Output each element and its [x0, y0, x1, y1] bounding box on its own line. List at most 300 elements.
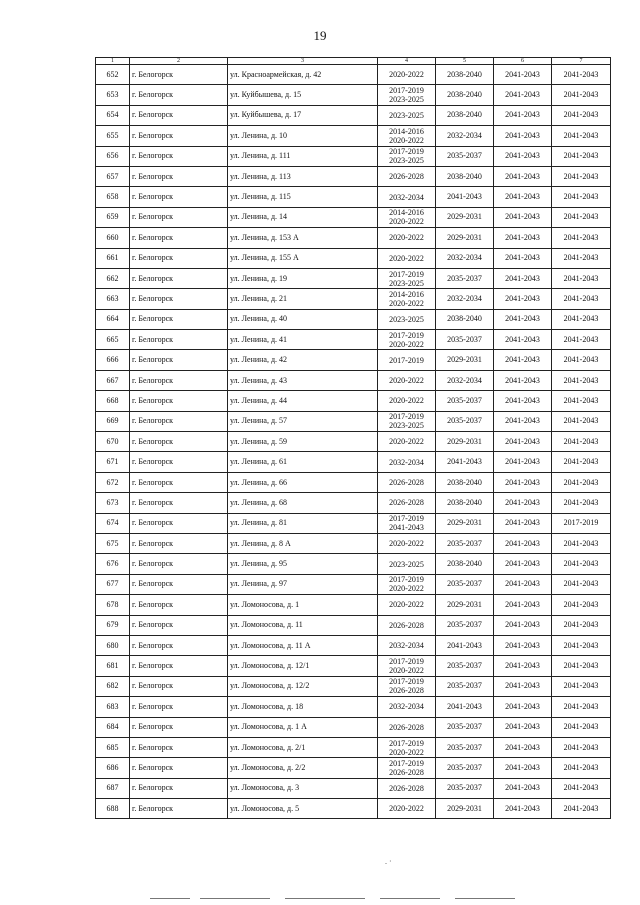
city-cell: г. Белогорск — [130, 778, 228, 798]
period-value: 2026-2028 — [389, 783, 424, 793]
column-index: 6 — [494, 58, 552, 65]
address-cell: ул. Ленина, д. 44 — [228, 391, 378, 411]
period-cell: 2038-2040 — [436, 493, 494, 513]
period-cell: 2038-2040 — [436, 309, 494, 329]
city-cell: г. Белогорск — [130, 493, 228, 513]
city-cell: г. Белогорск — [130, 574, 228, 594]
row-number-cell: 654 — [96, 105, 130, 125]
period-value: 2014-2016 — [389, 289, 424, 299]
period-cell: 2035-2037 — [436, 737, 494, 757]
address-cell: ул. Ленина, д. 113 — [228, 166, 378, 186]
footer-divider — [285, 898, 365, 899]
table-row — [96, 309, 611, 329]
period-cell: 2041-2043 — [494, 574, 552, 594]
address-cell: ул. Ломоносова, д. 3 — [228, 778, 378, 798]
period-cell: 2041-2043 — [494, 309, 552, 329]
address-cell: ул. Ленина, д. 95 — [228, 554, 378, 574]
period-cell — [378, 737, 436, 757]
row-number-cell: 662 — [96, 268, 130, 288]
period-cell: 2041-2043 — [436, 697, 494, 717]
period-cell: 2038-2040 — [436, 85, 494, 105]
period-cell: 2041-2043 — [494, 615, 552, 635]
period-cell: 2029-2031 — [436, 799, 494, 819]
row-number-cell: 666 — [96, 350, 130, 370]
table-row — [96, 513, 611, 533]
address-cell: ул. Ленина, д. 61 — [228, 452, 378, 472]
table-row — [96, 207, 611, 227]
city-cell: г. Белогорск — [130, 656, 228, 676]
period-value: 2017-2019 — [389, 355, 424, 365]
table-row — [96, 126, 611, 146]
period-cell: 2032-2034 — [436, 248, 494, 268]
period-cell: 2041-2043 — [552, 228, 611, 248]
city-cell: г. Белогорск — [130, 187, 228, 207]
table-row — [96, 268, 611, 288]
period-cell: 2029-2031 — [436, 595, 494, 615]
row-number-cell: 674 — [96, 513, 130, 533]
period-cell: 2041-2043 — [552, 126, 611, 146]
address-cell: ул. Куйбышева, д. 15 — [228, 85, 378, 105]
period-cell — [378, 105, 436, 125]
period-cell: 2041-2043 — [494, 330, 552, 350]
period-cell: 2041-2043 — [552, 207, 611, 227]
period-cell: 2041-2043 — [552, 309, 611, 329]
row-number-cell: 668 — [96, 391, 130, 411]
period-cell: 2041-2043 — [494, 493, 552, 513]
row-number-cell: 676 — [96, 554, 130, 574]
table-row — [96, 105, 611, 125]
period-cell: 2035-2037 — [436, 656, 494, 676]
period-cell: 2041-2043 — [552, 85, 611, 105]
period-value: 2017-2019 — [389, 657, 424, 667]
period-cell: 2041-2043 — [494, 85, 552, 105]
period-cell: 2035-2037 — [436, 391, 494, 411]
period-cell: 2041-2043 — [494, 432, 552, 452]
period-cell: 2041-2043 — [494, 533, 552, 553]
table-row — [96, 778, 611, 798]
address-cell: ул. Ленина, д. 59 — [228, 432, 378, 452]
period-cell: 2041-2043 — [552, 799, 611, 819]
city-cell: г. Белогорск — [130, 452, 228, 472]
period-value: 2017-2019 — [389, 575, 424, 585]
period-cell: 2041-2043 — [552, 737, 611, 757]
period-value: 2026-2028 — [389, 172, 424, 182]
period-cell: 2041-2043 — [494, 350, 552, 370]
period-cell: 2041-2043 — [494, 799, 552, 819]
period-cell: 2041-2043 — [494, 166, 552, 186]
period-cell — [378, 635, 436, 655]
period-cell — [378, 370, 436, 390]
city-cell: г. Белогорск — [130, 166, 228, 186]
period-cell — [378, 493, 436, 513]
period-cell: 2041-2043 — [494, 635, 552, 655]
period-value: 2023-2025 — [389, 559, 424, 569]
table-row — [96, 472, 611, 492]
period-cell: 2035-2037 — [436, 330, 494, 350]
period-value: 2017-2019 — [389, 269, 424, 279]
period-cell: 2041-2043 — [494, 717, 552, 737]
row-number-cell: 665 — [96, 330, 130, 350]
table-row — [96, 697, 611, 717]
address-cell: ул. Ленина, д. 68 — [228, 493, 378, 513]
period-cell: 2041-2043 — [494, 268, 552, 288]
city-cell: г. Белогорск — [130, 126, 228, 146]
row-number-cell: 680 — [96, 635, 130, 655]
period-cell: 2041-2043 — [552, 595, 611, 615]
period-cell: 2041-2043 — [436, 452, 494, 472]
period-value: 2020-2022 — [389, 437, 424, 447]
city-cell: г. Белогорск — [130, 432, 228, 452]
row-number-cell: 653 — [96, 85, 130, 105]
city-cell: г. Белогорск — [130, 554, 228, 574]
row-number-cell: 675 — [96, 533, 130, 553]
address-cell: ул. Ленина, д. 115 — [228, 187, 378, 207]
period-cell: 2041-2043 — [552, 166, 611, 186]
period-value: 2032-2034 — [389, 641, 424, 651]
city-cell: г. Белогорск — [130, 228, 228, 248]
city-cell: г. Белогорск — [130, 146, 228, 166]
period-cell — [378, 452, 436, 472]
address-cell: ул. Ломоносова, д. 2/2 — [228, 758, 378, 778]
period-cell: 2041-2043 — [494, 472, 552, 492]
period-cell: 2032-2034 — [436, 126, 494, 146]
row-number-cell: 681 — [96, 656, 130, 676]
city-cell: г. Белогорск — [130, 330, 228, 350]
column-index: 2 — [130, 58, 228, 65]
period-cell — [378, 615, 436, 635]
period-value: 2017-2019 — [389, 412, 424, 422]
period-cell: 2041-2043 — [494, 452, 552, 472]
row-number-cell: 656 — [96, 146, 130, 166]
period-cell: 2035-2037 — [436, 717, 494, 737]
period-cell: 2041-2043 — [552, 717, 611, 737]
period-cell: 2041-2043 — [494, 737, 552, 757]
table-row — [96, 411, 611, 431]
period-cell: 2041-2043 — [494, 676, 552, 696]
row-number-cell: 683 — [96, 697, 130, 717]
city-cell: г. Белогорск — [130, 105, 228, 125]
period-cell — [378, 758, 436, 778]
period-cell: 2041-2043 — [552, 105, 611, 125]
period-value: 2020-2022 — [389, 600, 424, 610]
period-cell — [378, 697, 436, 717]
period-cell — [378, 289, 436, 309]
period-value: 2026-2028 — [389, 498, 424, 508]
city-cell: г. Белогорск — [130, 533, 228, 553]
address-cell: ул. Ломоносова, д. 11 А — [228, 635, 378, 655]
period-value: 2020-2022 — [389, 233, 424, 243]
period-cell: 2041-2043 — [494, 554, 552, 574]
table-row — [96, 228, 611, 248]
address-cell: ул. Красноармейская, д. 42 — [228, 65, 378, 85]
period-cell: 2041-2043 — [552, 411, 611, 431]
period-cell — [378, 350, 436, 370]
period-value: 2023-2025 — [389, 95, 424, 105]
period-cell: 2041-2043 — [552, 554, 611, 574]
period-value: 2020-2022 — [389, 747, 424, 757]
address-cell: ул. Ломоносова, д. 11 — [228, 615, 378, 635]
row-number-cell: 684 — [96, 717, 130, 737]
column-index: 5 — [436, 58, 494, 65]
period-cell — [378, 432, 436, 452]
table-row — [96, 452, 611, 472]
city-cell: г. Белогорск — [130, 717, 228, 737]
period-cell: 2041-2043 — [552, 268, 611, 288]
row-number-cell: 682 — [96, 676, 130, 696]
period-cell — [378, 268, 436, 288]
row-number-cell: 657 — [96, 166, 130, 186]
table-row — [96, 432, 611, 452]
address-cell: ул. Ленина, д. 10 — [228, 126, 378, 146]
table-row — [96, 289, 611, 309]
period-cell: 2041-2043 — [494, 778, 552, 798]
period-value: 2014-2016 — [389, 126, 424, 136]
period-cell — [378, 533, 436, 553]
period-cell: 2041-2043 — [494, 656, 552, 676]
period-cell: 2041-2043 — [494, 391, 552, 411]
period-cell — [378, 187, 436, 207]
period-cell: 2029-2031 — [436, 228, 494, 248]
table-row — [96, 656, 611, 676]
address-cell: ул. Ломоносова, д. 12/1 — [228, 656, 378, 676]
city-cell: г. Белогорск — [130, 737, 228, 757]
column-index: 4 — [378, 58, 436, 65]
period-cell — [378, 595, 436, 615]
city-cell: г. Белогорск — [130, 676, 228, 696]
period-value: 2026-2028 — [389, 767, 424, 777]
period-value: 2032-2034 — [389, 702, 424, 712]
row-number-cell: 677 — [96, 574, 130, 594]
period-value: 2020-2022 — [389, 396, 424, 406]
period-cell: 2041-2043 — [494, 697, 552, 717]
period-value: 2020-2022 — [389, 135, 424, 145]
period-cell: 2041-2043 — [494, 207, 552, 227]
table-row — [96, 574, 611, 594]
period-cell: 2041-2043 — [494, 105, 552, 125]
period-value: 2023-2025 — [389, 314, 424, 324]
period-cell — [378, 391, 436, 411]
period-cell — [378, 248, 436, 268]
period-cell: 2032-2034 — [436, 289, 494, 309]
period-cell: 2041-2043 — [494, 126, 552, 146]
period-cell: 2038-2040 — [436, 65, 494, 85]
city-cell: г. Белогорск — [130, 513, 228, 533]
address-cell: ул. Ленина, д. 21 — [228, 289, 378, 309]
period-cell: 2029-2031 — [436, 207, 494, 227]
period-value: 2032-2034 — [389, 192, 424, 202]
period-value: 2020-2022 — [389, 666, 424, 676]
period-value: 2023-2025 — [389, 110, 424, 120]
period-cell — [378, 411, 436, 431]
row-number-cell: 661 — [96, 248, 130, 268]
period-cell: 2041-2043 — [552, 472, 611, 492]
city-cell: г. Белогорск — [130, 472, 228, 492]
period-cell: 2029-2031 — [436, 432, 494, 452]
period-cell — [378, 676, 436, 696]
table-row — [96, 391, 611, 411]
city-cell: г. Белогорск — [130, 615, 228, 635]
address-cell: ул. Ленина, д. 14 — [228, 207, 378, 227]
table-row — [96, 554, 611, 574]
period-cell — [378, 799, 436, 819]
address-cell: ул. Ленина, д. 57 — [228, 411, 378, 431]
city-cell: г. Белогорск — [130, 595, 228, 615]
period-value: 2023-2025 — [389, 278, 424, 288]
address-cell: ул. Ломоносова, д. 5 — [228, 799, 378, 819]
period-cell — [378, 330, 436, 350]
address-cell: ул. Ленина, д. 19 — [228, 268, 378, 288]
period-value: 2017-2019 — [389, 330, 424, 340]
period-cell: 2041-2043 — [436, 187, 494, 207]
period-cell: 2041-2043 — [552, 452, 611, 472]
city-cell: г. Белогорск — [130, 799, 228, 819]
table-body — [96, 65, 611, 819]
period-cell: 2035-2037 — [436, 533, 494, 553]
period-cell: 2041-2043 — [494, 146, 552, 166]
address-cell: ул. Ленина, д. 8 А — [228, 533, 378, 553]
city-cell: г. Белогорск — [130, 758, 228, 778]
city-cell: г. Белогорск — [130, 635, 228, 655]
period-value: 2017-2019 — [389, 514, 424, 524]
housing-register-table — [95, 57, 611, 819]
table-row — [96, 635, 611, 655]
period-cell — [378, 166, 436, 186]
period-value: 2020-2022 — [389, 376, 424, 386]
period-cell: 2041-2043 — [552, 574, 611, 594]
period-cell: 2038-2040 — [436, 105, 494, 125]
period-cell: 2041-2043 — [552, 533, 611, 553]
city-cell: г. Белогорск — [130, 411, 228, 431]
period-cell — [378, 309, 436, 329]
period-cell: 2017-2019 — [552, 513, 611, 533]
row-number-cell: 663 — [96, 289, 130, 309]
row-number-cell: 671 — [96, 452, 130, 472]
row-number-cell: 655 — [96, 126, 130, 146]
address-cell: ул. Ленина, д. 66 — [228, 472, 378, 492]
period-cell: 2041-2043 — [552, 432, 611, 452]
period-cell: 2038-2040 — [436, 166, 494, 186]
period-value: 2032-2034 — [389, 457, 424, 467]
period-value: 2017-2019 — [389, 86, 424, 96]
table-row — [96, 533, 611, 553]
footer-divider — [380, 898, 440, 899]
period-cell — [378, 126, 436, 146]
row-number-cell: 673 — [96, 493, 130, 513]
period-value: 2041-2043 — [389, 523, 424, 533]
period-cell: 2041-2043 — [494, 289, 552, 309]
city-cell: г. Белогорск — [130, 350, 228, 370]
period-value: 2020-2022 — [389, 804, 424, 814]
table-row — [96, 65, 611, 85]
city-cell: г. Белогорск — [130, 207, 228, 227]
period-value: 2017-2019 — [389, 758, 424, 768]
period-value: 2026-2028 — [389, 620, 424, 630]
period-cell: 2041-2043 — [552, 330, 611, 350]
period-value: 2023-2025 — [389, 421, 424, 431]
period-cell: 2035-2037 — [436, 411, 494, 431]
row-number-cell: 652 — [96, 65, 130, 85]
period-cell: 2041-2043 — [552, 65, 611, 85]
period-cell: 2041-2043 — [552, 350, 611, 370]
address-cell: ул. Куйбышева, д. 17 — [228, 105, 378, 125]
row-number-cell: 669 — [96, 411, 130, 431]
address-cell: ул. Ленина, д. 111 — [228, 146, 378, 166]
table-row — [96, 758, 611, 778]
table-row — [96, 248, 611, 268]
period-value: 2026-2028 — [389, 722, 424, 732]
period-cell: 2035-2037 — [436, 758, 494, 778]
period-cell: 2035-2037 — [436, 778, 494, 798]
footer-divider — [200, 898, 270, 899]
column-index: 1 — [96, 58, 130, 65]
row-number-cell: 687 — [96, 778, 130, 798]
footer-divider — [150, 898, 190, 899]
address-cell: ул. Ленина, д. 81 — [228, 513, 378, 533]
period-cell: 2038-2040 — [436, 554, 494, 574]
period-value: 2017-2019 — [389, 677, 424, 687]
city-cell: г. Белогорск — [130, 289, 228, 309]
period-cell: 2041-2043 — [552, 676, 611, 696]
period-cell: 2029-2031 — [436, 513, 494, 533]
column-index-row — [96, 58, 611, 65]
period-cell: 2041-2043 — [552, 635, 611, 655]
table-row — [96, 493, 611, 513]
city-cell: г. Белогорск — [130, 248, 228, 268]
row-number-cell: 679 — [96, 615, 130, 635]
table-row — [96, 187, 611, 207]
period-cell: 2041-2043 — [552, 758, 611, 778]
row-number-cell: 660 — [96, 228, 130, 248]
period-cell — [378, 207, 436, 227]
address-cell: ул. Ленина, д. 153 А — [228, 228, 378, 248]
address-cell: ул. Ленина, д. 155 А — [228, 248, 378, 268]
period-value: 2020-2022 — [389, 70, 424, 80]
period-cell: 2041-2043 — [494, 758, 552, 778]
period-cell: 2035-2037 — [436, 268, 494, 288]
period-cell: 2041-2043 — [552, 778, 611, 798]
period-cell: 2041-2043 — [494, 411, 552, 431]
table-row — [96, 799, 611, 819]
table-row — [96, 166, 611, 186]
period-cell: 2035-2037 — [436, 615, 494, 635]
period-value: 2020-2022 — [389, 584, 424, 594]
table-row — [96, 350, 611, 370]
period-cell — [378, 513, 436, 533]
period-cell — [378, 85, 436, 105]
period-value: 2020-2022 — [389, 298, 424, 308]
address-cell: ул. Ломоносова, д. 1 — [228, 595, 378, 615]
footer-divider — [455, 898, 515, 899]
period-cell: 2032-2034 — [436, 370, 494, 390]
period-cell — [378, 656, 436, 676]
period-cell: 2041-2043 — [494, 513, 552, 533]
period-cell: 2041-2043 — [552, 391, 611, 411]
row-number-cell: 672 — [96, 472, 130, 492]
address-cell: ул. Ломоносова, д. 12/2 — [228, 676, 378, 696]
period-cell: 2041-2043 — [494, 65, 552, 85]
period-cell: 2035-2037 — [436, 146, 494, 166]
address-cell: ул. Ломоносова, д. 18 — [228, 697, 378, 717]
table-row — [96, 330, 611, 350]
city-cell: г. Белогорск — [130, 268, 228, 288]
period-value: 2020-2022 — [389, 253, 424, 263]
row-number-cell: 658 — [96, 187, 130, 207]
period-cell — [378, 65, 436, 85]
period-cell: 2041-2043 — [552, 146, 611, 166]
address-cell: ул. Ленина, д. 97 — [228, 574, 378, 594]
city-cell: г. Белогорск — [130, 697, 228, 717]
city-cell: г. Белогорск — [130, 391, 228, 411]
